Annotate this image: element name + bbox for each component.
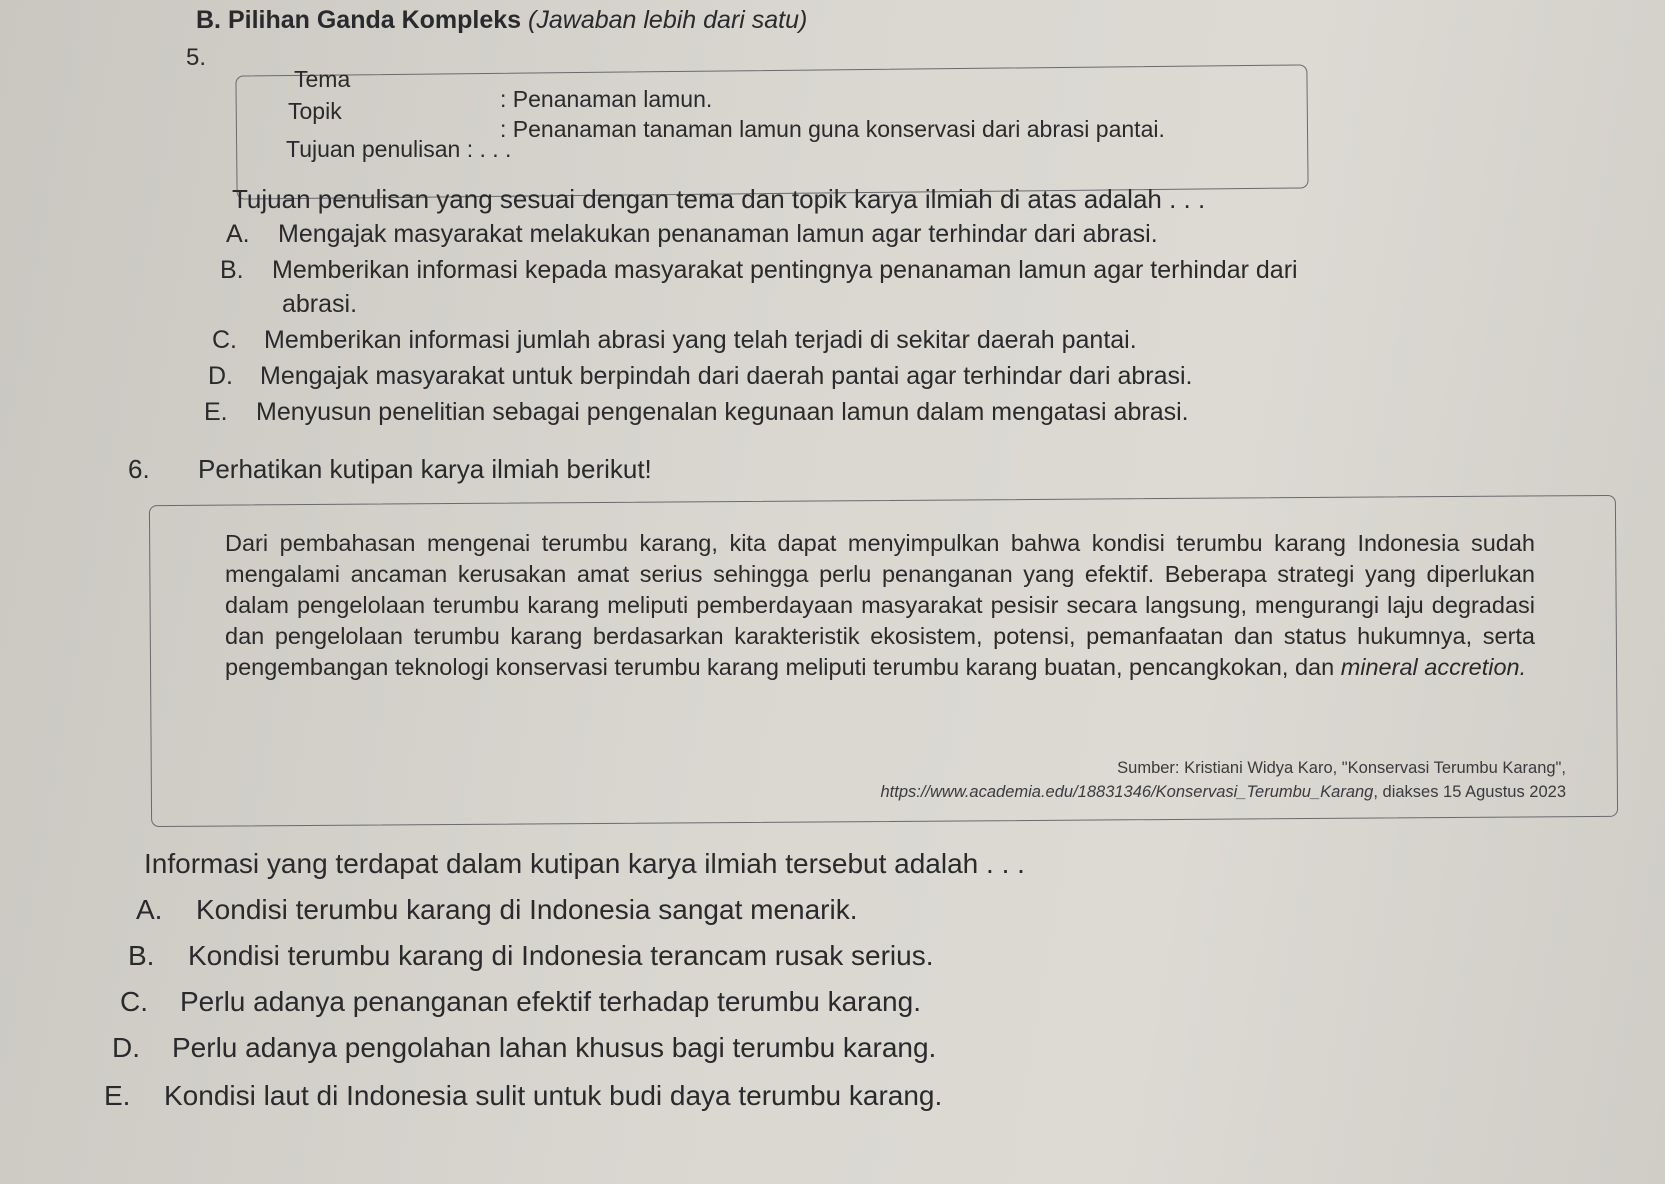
- quote-text: [225, 528, 1535, 683]
- topik-value: : Penanaman tanaman lamun guna konservasi dari abrasi pantai.: [500, 116, 1165, 142]
- option-text: Kondisi laut di Indonesia sulit untuk budi daya terumbu karang.: [164, 1080, 943, 1111]
- section-title: [196, 6, 807, 35]
- question-5-option-b-continued: abrasi.: [282, 290, 358, 318]
- section-subtitle: (Jawaban lebih dari satu): [528, 6, 808, 34]
- question-6-stem-2: Informasi yang terdapat dalam kutipan karya ilmiah tersebut adalah . . .: [144, 848, 1025, 879]
- question-5-option-b[interactable]: [220, 256, 1298, 285]
- topik-label: Topik: [288, 98, 342, 124]
- question-6-option-b[interactable]: [128, 940, 934, 972]
- source-url: https://www.academia.edu/18831346/Konservasi_Terumbu_Karang: [880, 783, 1374, 801]
- option-text: Memberikan informasi kepada masyarakat pentingnya penanaman lamun agar terhindar dari: [272, 256, 1298, 284]
- source-accessed: , diakses 15 Agustus 2023: [1373, 783, 1566, 801]
- option-text: Memberikan informasi jumlah abrasi yang telah terjadi di sekitar daerah pantai.: [264, 326, 1137, 354]
- tema-label: Tema: [294, 66, 351, 92]
- question-5-option-d[interactable]: [208, 362, 1193, 391]
- question-6-option-d[interactable]: [112, 1032, 936, 1064]
- quote-main: Dari pembahasan mengenai terumbu karang, kita dapat menyimpulkan bahwa kondisi terumbu karang Indonesia sudah mengalami ancaman kerusakan amat serius sehingga perlu penanganan yang efektif. Beberapa strategi yang diperlukan dalam pengelolaan terumbu karang meliputi pemberdayaan masyarakat pesisir secara langsung, mengurangi laju degradasi dan pengelolaan terumbu karang berdasarkan karakteristik ekosistem, potensi, pemanfaatan dan status hukumnya, serta pengembangan teknologi konservasi terumbu karang meliputi terumbu karang buatan, pencangkokan, dan: [225, 530, 1535, 680]
- quote-italic: mineral accretion.: [1340, 654, 1527, 680]
- option-text: Kondisi terumbu karang di Indonesia sangat menarik.: [196, 894, 858, 925]
- quote-source: [700, 756, 1566, 804]
- question-6-number: 6.: [128, 454, 150, 484]
- question-5-stem: Tujuan penulisan yang sesuai dengan tema dan topik karya ilmiah di atas adalah . . .: [232, 184, 1206, 214]
- option-text: Perlu adanya penanganan efektif terhadap terumbu karang.: [180, 986, 921, 1017]
- question-5-option-c[interactable]: [212, 326, 1137, 355]
- option-letter: D.: [208, 362, 233, 390]
- option-text: Menyusun penelitian sebagai pengenalan kegunaan lamun dalam mengatasi abrasi.: [256, 398, 1189, 426]
- question-6-option-e[interactable]: [104, 1080, 942, 1112]
- question-6-stem: Perhatikan kutipan karya ilmiah berikut!: [198, 454, 652, 484]
- question-5-number: 5.: [186, 44, 207, 71]
- tema-value: : Penanaman lamun.: [500, 86, 713, 112]
- question-6-option-a[interactable]: [136, 894, 858, 926]
- option-text: Kondisi terumbu karang di Indonesia terancam rusak serius.: [188, 940, 934, 971]
- option-letter: A.: [136, 894, 163, 925]
- option-letter: C.: [212, 326, 237, 354]
- section-title-text: B. Pilihan Ganda Kompleks: [196, 6, 522, 34]
- source-author: Sumber: Kristiani Widya Karo, "Konservasi Terumbu Karang",: [1117, 759, 1566, 777]
- option-letter: C.: [120, 986, 148, 1017]
- question-5-option-e[interactable]: [204, 398, 1189, 427]
- tujuan-label: Tujuan penulisan : . . .: [286, 136, 512, 162]
- question-6-option-c[interactable]: [120, 986, 921, 1018]
- option-letter: D.: [112, 1032, 140, 1063]
- option-letter: E.: [204, 398, 228, 426]
- option-text: Mengajak masyarakat untuk berpindah dari daerah pantai agar terhindar dari abrasi.: [260, 362, 1193, 390]
- option-letter: E.: [104, 1080, 131, 1111]
- option-letter: A.: [226, 220, 250, 248]
- option-letter: B.: [220, 256, 244, 284]
- option-text: Mengajak masyarakat melakukan penanaman lamun agar terhindar dari abrasi.: [278, 220, 1158, 248]
- question-5-option-a[interactable]: [226, 220, 1158, 249]
- option-letter: B.: [128, 940, 155, 971]
- option-text: Perlu adanya pengolahan lahan khusus bagi terumbu karang.: [172, 1032, 937, 1063]
